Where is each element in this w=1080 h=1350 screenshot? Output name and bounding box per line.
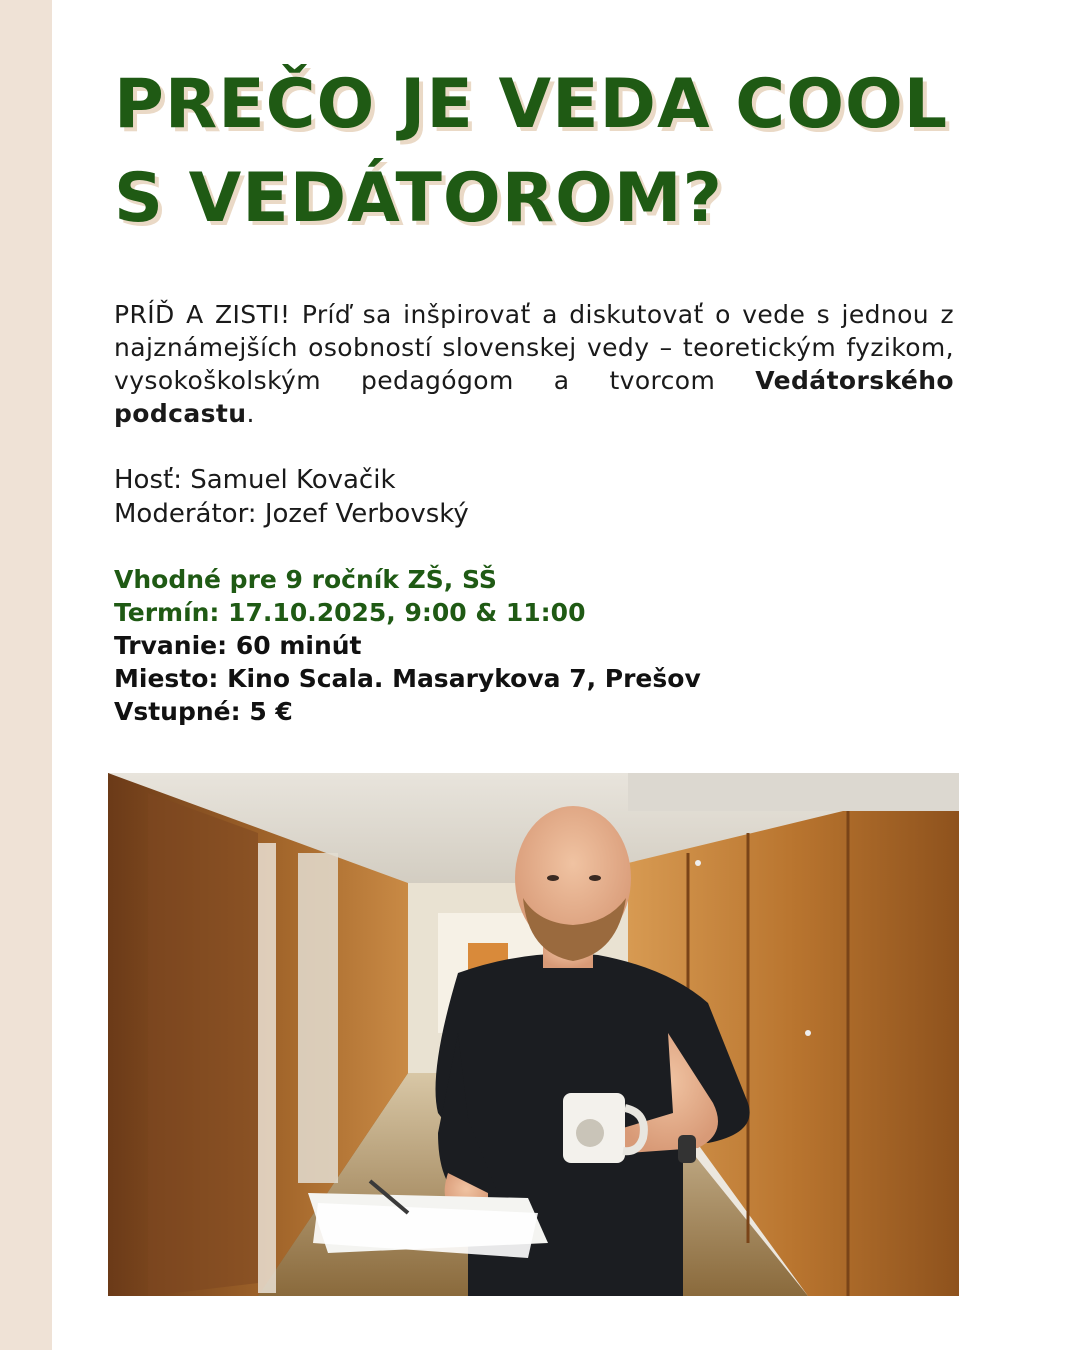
place-line: Miesto: Kino Scala. Masarykova 7, Prešov	[114, 664, 701, 693]
title-line-2: S VEDÁTOROM?	[114, 159, 723, 238]
suitable-line: Vhodné pre 9 ročník ZŠ, SŠ	[114, 565, 497, 594]
intro-text: PRÍĎ A ZISTI! Príď sa inšpirovať a diskutovať o vede s jednou z najznámejších osobností slovenskej vedy – teoretickým fyzikom, vysokoškolským pedagógom a tvorcom	[114, 300, 954, 395]
fee-line: Vstupné: 5 €	[114, 697, 293, 726]
people-block	[114, 463, 954, 531]
intro-paragraph	[114, 298, 954, 430]
title-line-1: PREČO JE VEDA COOL	[114, 65, 949, 144]
side-stripe	[0, 0, 52, 1350]
podcast-name: Vedátorského podcastu	[114, 366, 954, 428]
event-details	[114, 563, 974, 728]
moderator-line: Moderátor: Jozef Verbovský	[114, 499, 469, 529]
date-line: Termín: 17.10.2025, 9:00 & 11:00	[114, 598, 586, 627]
host-line: Hosť: Samuel Kovačik	[114, 465, 396, 495]
speaker-photo	[108, 773, 959, 1296]
intro-end: .	[246, 399, 255, 428]
duration-line: Trvanie: 60 minút	[114, 631, 362, 660]
speaker-photo-illustration	[108, 773, 959, 1296]
page-title	[114, 58, 1034, 246]
